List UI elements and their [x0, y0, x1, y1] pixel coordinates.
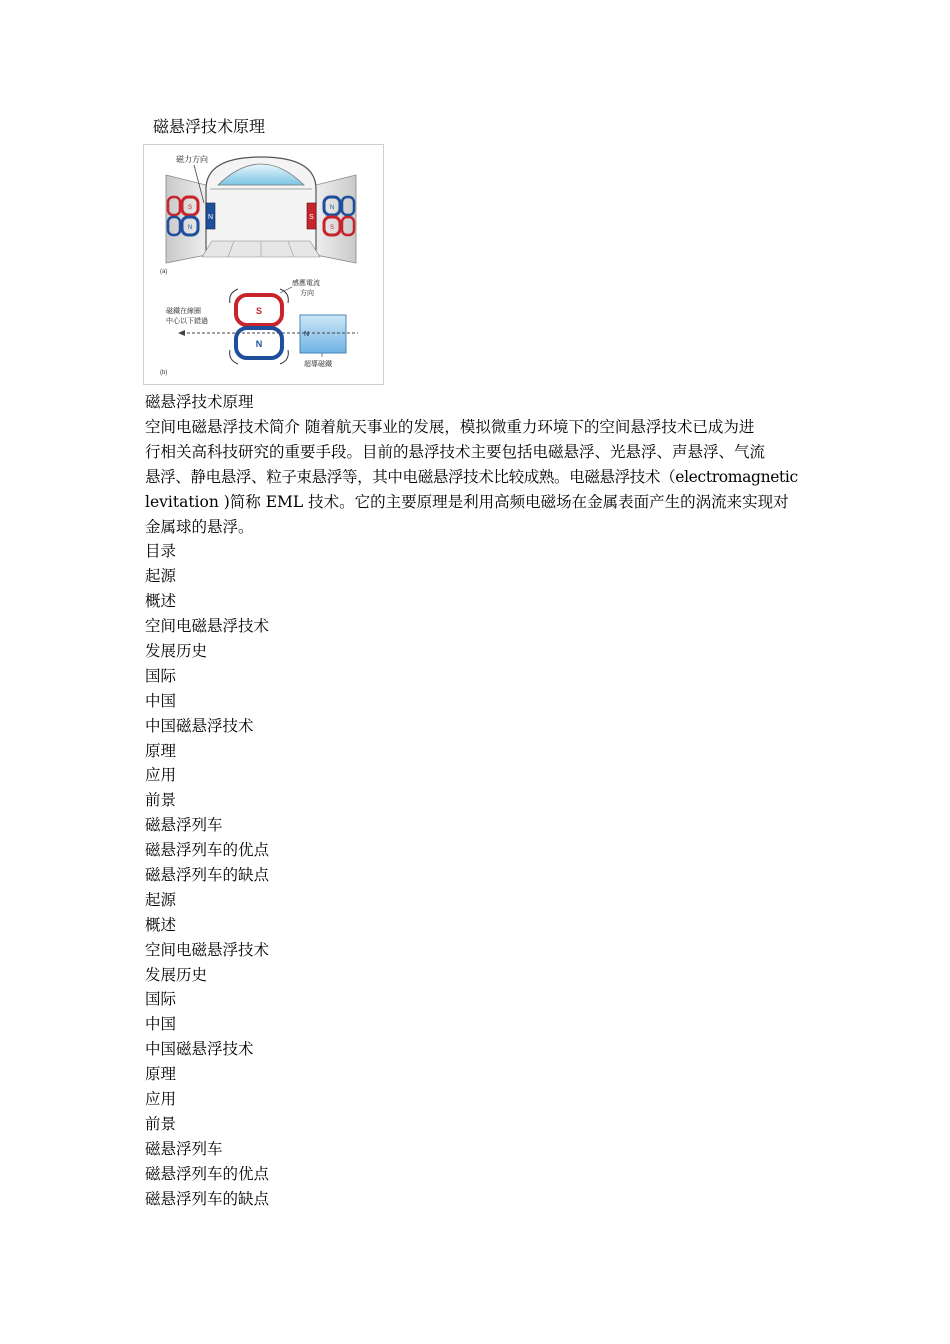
document-body — [145, 390, 810, 1211]
svg-text:感應電流: 感應電流 — [292, 279, 320, 287]
toc-item[interactable]: 应用 — [145, 766, 177, 785]
svg-text:磁鐵在線圈: 磁鐵在線圈 — [166, 307, 201, 315]
section-heading: 磁悬浮列车的优点 — [145, 1164, 270, 1183]
section-heading: 磁悬浮列车 — [145, 1139, 223, 1158]
section-heading: 中国 — [145, 1015, 177, 1034]
svg-text:N: N — [255, 339, 263, 349]
maglev-principle-figure — [143, 144, 384, 385]
section-heading: 国际 — [145, 990, 177, 1009]
svg-text:中心以下錯過: 中心以下錯過 — [166, 317, 208, 325]
intro-line: 悬浮、静电悬浮、粒子束悬浮等，其中电磁悬浮技术比较成熟。电磁悬浮技术（electromagnetic — [145, 467, 798, 486]
toc-item[interactable]: 磁悬浮列车的优点 — [145, 841, 270, 860]
intro-line: 金属球的悬浮。 — [145, 517, 254, 536]
svg-text:方向: 方向 — [300, 289, 314, 297]
figure-caption: 磁悬浮技术原理 — [145, 393, 254, 411]
svg-text:N: N — [187, 225, 193, 231]
toc-item[interactable]: 发展历史 — [145, 641, 208, 660]
toc-item[interactable]: 概述 — [145, 592, 177, 611]
svg-text:S: S — [309, 214, 314, 221]
right-guideway-wall — [316, 175, 356, 263]
intro-paragraph — [145, 415, 810, 540]
toc-item[interactable]: 磁悬浮列车 — [145, 816, 223, 835]
svg-text:N: N — [207, 214, 214, 221]
toc-item[interactable]: 磁悬浮列车的缺点 — [145, 866, 270, 884]
svg-text:S: S — [329, 225, 335, 231]
svg-text:(b): (b) — [160, 370, 168, 376]
svg-text:N: N — [329, 205, 335, 211]
toc-item[interactable]: 原理 — [145, 741, 177, 760]
svg-text:S: S — [187, 205, 193, 211]
section-heading: 发展历史 — [145, 965, 208, 984]
section-heading: 概述 — [145, 915, 177, 934]
section-heading: 原理 — [145, 1065, 177, 1084]
toc-item[interactable]: 起源 — [145, 567, 177, 586]
toc-item[interactable]: 国际 — [145, 666, 177, 685]
intro-line: levitation )简称 EML 技术。它的主要原理是利用高频电磁场在金属表面产生的涡流来实现对 — [145, 492, 789, 511]
section-headings — [145, 888, 810, 1212]
svg-text:磁力方向: 磁力方向 — [176, 155, 208, 164]
svg-text:(a): (a) — [160, 269, 168, 275]
toc-item[interactable]: 中国磁悬浮技术 — [145, 716, 254, 735]
svg-text:超導磁鐵: 超導磁鐵 — [304, 360, 332, 368]
table-of-contents — [145, 564, 810, 888]
svg-text:S: S — [255, 306, 263, 316]
maglev-diagram — [144, 145, 383, 384]
toc-item[interactable]: 前景 — [145, 791, 177, 810]
svg-text:N: N — [304, 331, 310, 338]
section-heading: 空间电磁悬浮技术 — [145, 940, 270, 959]
toc-heading: 目录 — [145, 542, 177, 561]
intro-line: 空间电磁悬浮技术简介 随着航天事业的发展，模拟微重力环境下的空间悬浮技术已成为进 — [145, 417, 755, 436]
section-heading: 中国磁悬浮技术 — [145, 1040, 254, 1059]
toc-item[interactable]: 中国 — [145, 691, 177, 710]
section-heading: 应用 — [145, 1090, 177, 1109]
page-title: 磁悬浮技术原理 — [153, 117, 266, 136]
section-heading: 起源 — [145, 890, 177, 909]
intro-line: 行相关高科技研究的重要手段。目前的悬浮技术主要包括电磁悬浮、光悬浮、声悬浮、气流 — [145, 442, 766, 461]
section-heading: 磁悬浮列车的缺点 — [145, 1189, 270, 1208]
toc-item[interactable]: 空间电磁悬浮技术 — [145, 617, 270, 636]
section-heading: 前景 — [145, 1114, 177, 1133]
